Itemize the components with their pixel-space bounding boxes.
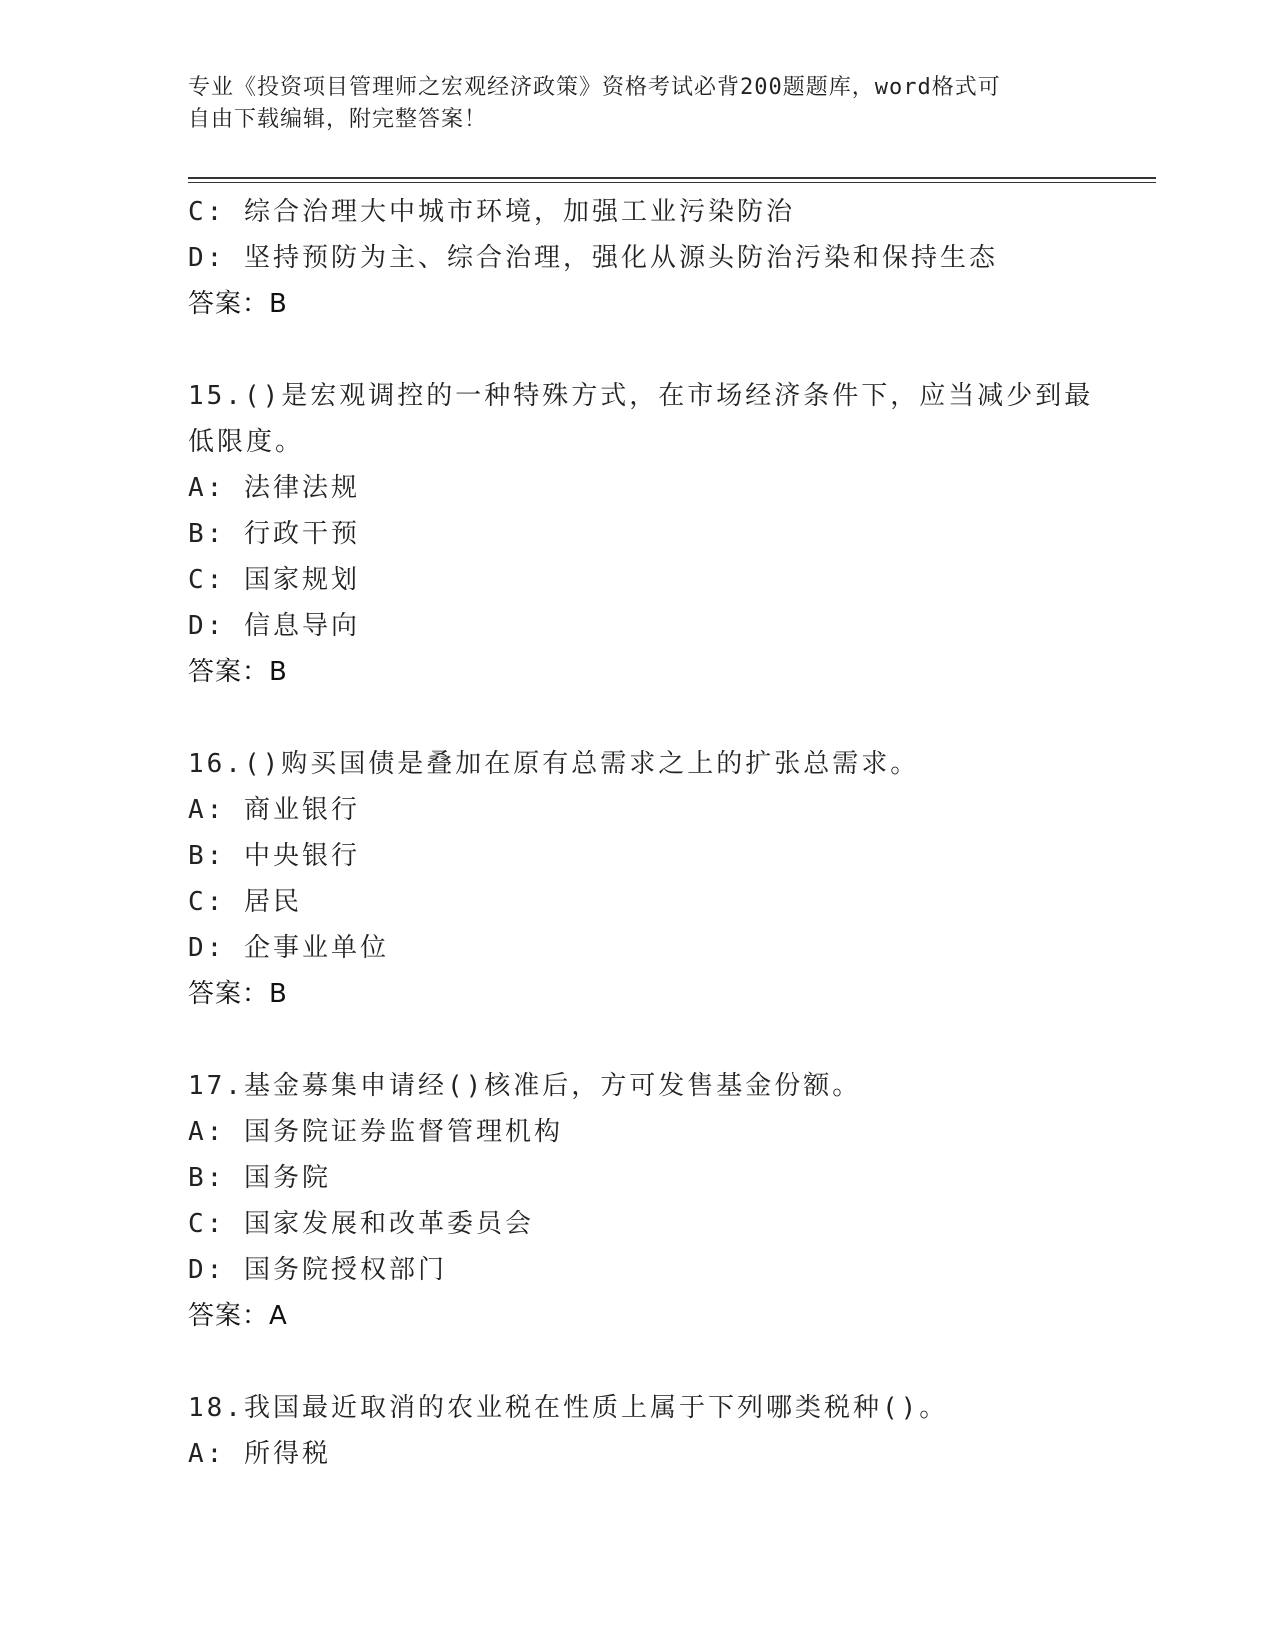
option-a: A: 法律法规 xyxy=(188,473,360,503)
spacer xyxy=(188,695,1108,741)
question-stem: 15.()是宏观调控的一种特殊方式，在市场经济条件下，应当减少到最 xyxy=(188,381,1094,411)
answer-line: 答案：B xyxy=(188,289,288,319)
option-d: D: 国务院授权部门 xyxy=(188,1255,447,1285)
option-c: C: 国家发展和改革委员会 xyxy=(188,1209,534,1239)
answer-line: 答案：A xyxy=(188,1301,288,1331)
answer-line: 答案：B xyxy=(188,657,288,687)
option-a: A: 所得税 xyxy=(188,1439,331,1469)
question-14-continued xyxy=(188,189,1108,327)
question-17 xyxy=(188,1063,1108,1339)
option-c: C: 综合治理大中城市环境，加强工业污染防治 xyxy=(188,197,795,227)
question-16 xyxy=(188,741,1108,1017)
option-d: D: 企事业单位 xyxy=(188,933,389,963)
spacer xyxy=(188,1017,1108,1063)
option-d: D: 坚持预防为主、综合治理，强化从源头防治污染和保持生态 xyxy=(188,243,998,273)
spacer xyxy=(188,327,1108,373)
header-line-2: 自由下载编辑，附完整答案！ xyxy=(188,107,488,132)
question-stem: 16.()购买国债是叠加在原有总需求之上的扩张总需求。 xyxy=(188,749,920,779)
header-divider-thin xyxy=(188,182,1156,183)
option-c: C: 居民 xyxy=(188,887,302,917)
option-d: D: 信息导向 xyxy=(188,611,360,641)
question-stem: 18.我国最近取消的农业税在性质上属于下列哪类税种()。 xyxy=(188,1393,949,1423)
header-divider-thick xyxy=(188,177,1156,179)
option-b: B: 中央银行 xyxy=(188,841,360,871)
question-stem-continued: 低限度。 xyxy=(188,427,305,457)
question-15 xyxy=(188,373,1108,695)
option-a: A: 商业银行 xyxy=(188,795,360,825)
question-18 xyxy=(188,1385,1108,1477)
option-c: C: 国家规划 xyxy=(188,565,360,595)
answer-line: 答案：B xyxy=(188,979,288,1009)
option-a: A: 国务院证券监督管理机构 xyxy=(188,1117,563,1147)
question-list xyxy=(188,189,1108,1477)
question-stem: 17.基金募集申请经()核准后，方可发售基金份额。 xyxy=(188,1071,862,1101)
header-line-1: 专业《投资项目管理师之宏观经济政策》资格考试必背200题题库，word格式可 xyxy=(188,75,1001,100)
option-b: B: 国务院 xyxy=(188,1163,331,1193)
option-b: B: 行政干预 xyxy=(188,519,360,549)
document-header xyxy=(188,72,1088,136)
spacer xyxy=(188,1339,1108,1385)
